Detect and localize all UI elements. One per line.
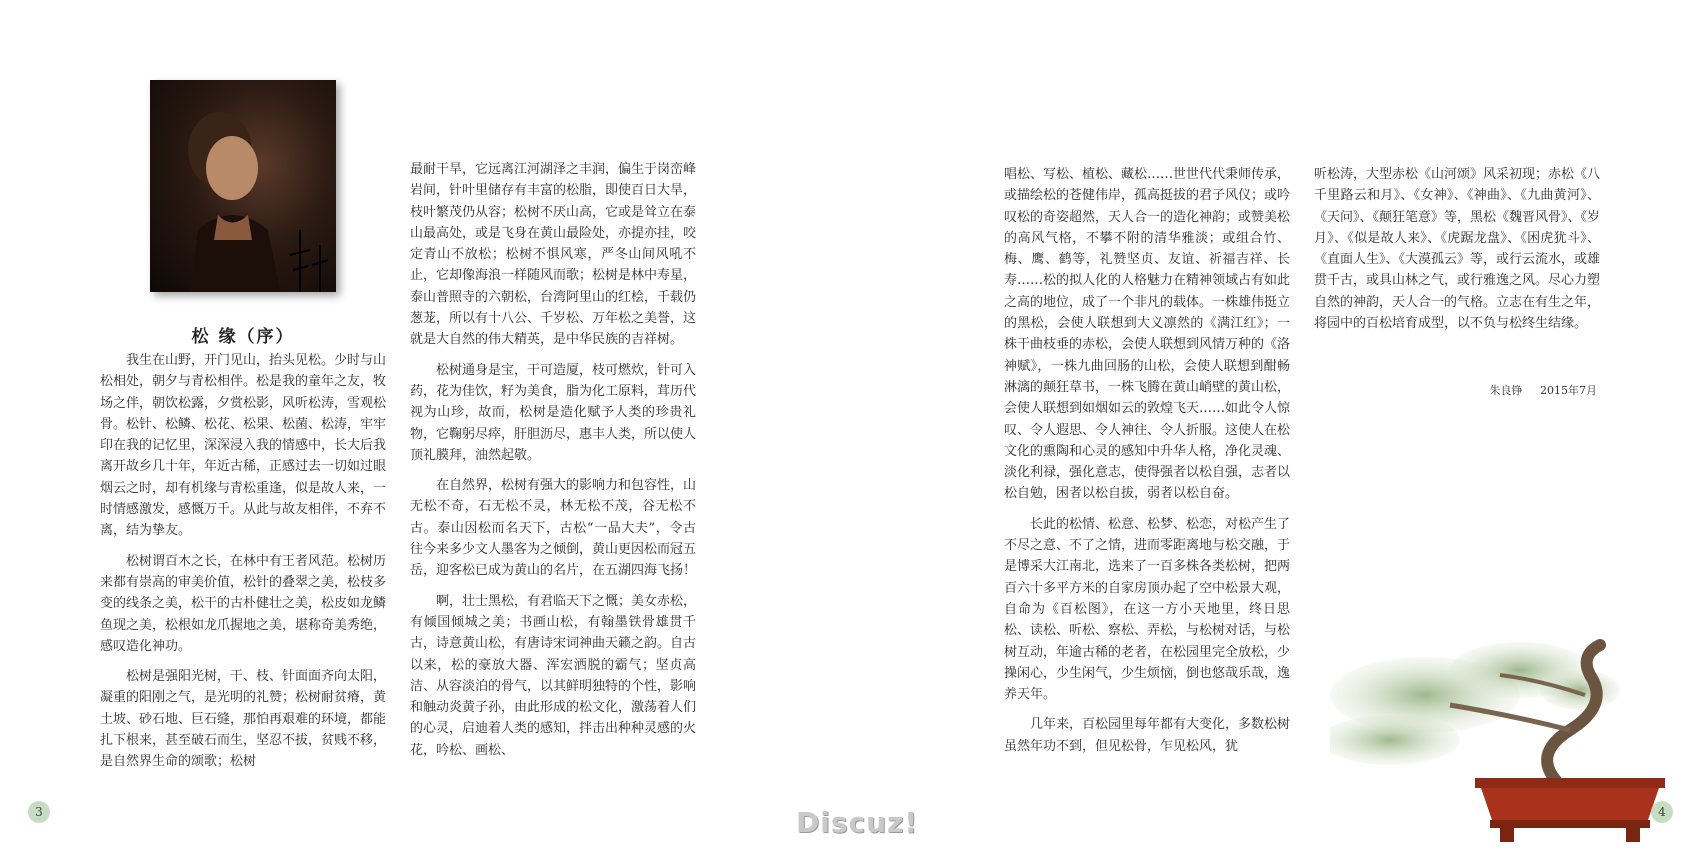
signature: [1314, 382, 1597, 398]
text-column-3: [1004, 164, 1290, 766]
paragraph: 松树谓百木之长，在林中有王者风范。松树历来都有崇高的审美价值，松针的叠翠之美，松枝多变的线条之美，松干的古朴健壮之美，松皮如龙鳞鱼现之美，松根如龙爪握地之美，堪称奇美秀绝，感叹造化神功。: [100, 553, 387, 654]
page-number-right: 4: [1651, 801, 1673, 823]
page-number-left: 3: [28, 801, 50, 823]
signature-name: 朱良铮: [1489, 384, 1523, 397]
portrait-illustration: [150, 80, 336, 292]
paragraph: 长此的松情、松意、松梦、松恋，对松产生了不尽之意、不了之情，进而零距离地与松交融，于是博采大江南北，选来了一百多株各类松树，把两百六十多平方米的自家房顶办起了空中松景大观，自命为《百松图》，在这一方小天地里，终日思松、读松、听松、察松、弄松，与松树对话，与松树互动，年逾古稀的老者，在松园里完全放松，少操闲心，少生闲气，少生烦恼，倒也悠哉乐哉，逸养天年。: [1004, 516, 1291, 703]
paragraph: 松树通身是宝，干可造厦，枝可燃炊，针可入药，花为佳饮，籽为美食，脂为化工原料，茸历代视为山珍，故而，松树是造化赋予人类的珍贵礼物，它鞠躬尽瘁，肝胆沥尽，惠丰人类，所以使人顶礼膜拜，油然起敬。: [410, 362, 697, 463]
paragraph: 我生在山野，开门见山，抬头见松。少时与山松相处，朝夕与青松相伴。松是我的童年之友，牧场之伴，朝饮松露，夕赏松影，风听松涛，雪观松骨。松针、松鳞、松花、松果、松菌、松涛，牢牢印在我的记忆里，深深浸入我的情感中，长大后我离开故乡几十年，年近古稀，正感过去一切如过眼烟云之时，却有机缘与青松重逢，似是故人来，一时情感激发，感慨万千。从此与故友相伴，不弃不离，结为挚友。: [100, 353, 387, 539]
bonsai-pine-image: [1330, 635, 1690, 845]
preface-title: 松 缘（序）: [191, 327, 295, 347]
paragraph: 最耐干旱，它远离江河湖泽之丰润，偏生于岗峦峰岩间，针叶里储存有丰富的松脂，即使百日大旱，枝叶繁茂仍从容；松树不厌山高，它或是耸立在泰山最高处，或是飞身在黄山最险处，亦提亦挂，咬定青山不放松；松树不惧风寒，严冬山间风吼不止，它却像海浪一样随风而歌；松树是林中寿星，泰山普照寺的六朝松，台湾阿里山的红桧，千载仍葱茏，所以有十八公、千岁松、万年松之美誉，这就是大自然的伟大精英，是中华民族的吉祥树。: [410, 162, 697, 348]
text-column-1: [100, 350, 386, 782]
watermark: Discuz!: [796, 806, 919, 839]
paragraph: 唱松、写松、植松、藏松……世世代代秉师传承，或描绘松的苍健伟岸，孤高挺拔的君子风仪；或吟叹松的奇姿超然，天人合一的造化神韵；或赞美松的高风气格，不攀不附的清华雅淡；或组合竹、梅、鹰、鹤等，礼赞坚贞、友谊、祈福吉祥、长寿……松的拟人化的人格魅力在精神领域占有如此之高的地位，成了一个非凡的载体。一株雄伟挺立的黑松，会使人联想到大义凛然的《满江红》；一株干曲枝垂的赤松，会使人联想到风情万种的《洛神赋》，一株九曲回肠的山松，会使人联想到酣畅淋漓的颠狂草书，一株飞腾在黄山峭壁的黄山松，会使人联想到如烟如云的敦煌飞天……如此令人惊叹、令人遐思、令人神往、令人折服。这使人在松文化的熏陶和心灵的感知中升华人格，净化灵魂、淡化利禄，强化意志，使得强者以松自强，志者以松自勉，困者以松自拔，弱者以松自奋。: [1004, 167, 1291, 502]
left-page: [0, 0, 850, 851]
text-column-4: [1314, 164, 1600, 343]
paragraph: 啊，壮士黑松，有君临天下之慨；美女赤松，有倾国倾城之美；书画山松，有翰墨铁骨雄贯千古，诗意黄山松，有唐诗宋词神曲天籁之韵。自古以来，松的豪放大器、浑宏洒脱的霸气；坚贞高洁、从容淡泊的骨气，以其鲜明独特的个性，影响和触动炎黄子孙，由此形成的松文化，激荡着人们的心灵，启迪着人类的感知，拌击出种种灵感的火花，吟松、画松、: [410, 593, 697, 758]
paragraph: 在自然界，松树有强大的影响力和包容性，山无松不奇，石无松不灵，林无松不茂，谷无松不古。泰山因松而名天下，古松“一品大夫”，令古往今来多少文人墨客为之倾倒，黄山更因松而冠五岳，迎客松已成为黄山的名片，在五湖四海飞扬！: [410, 478, 697, 579]
paragraph: 松树是强阳光树，干、枝、针面面齐向太阳，凝重的阳刚之气，是光明的礼赞；松树耐贫瘠，黄土坡、砂石地、巨石缝，那怕再艰难的环境，都能扎下根来，甚至破石而生，坚忍不拔，贫贱不移，是自然界生命的颂歌；松树: [100, 669, 387, 770]
signature-date: 2015年7月: [1540, 384, 1597, 397]
paragraph: 几年来，百松园里每年都有大变化，多数松树虽然年功不到，但见松骨，乍见松风，犹: [1004, 717, 1291, 754]
paragraph: 听松涛，大型赤松《山河颂》风采初现；赤松《八千里路云和月》、《女神》、《神曲》、《九曲黄河》、《天问》、《颠狂笔意》等，黑松《魏晋风骨》、《岁月》、《似是故人来》、《虎踞龙盘》、《困虎犹斗》、《直面人生》、《大漠孤云》等，或行云流水，或雄贯千古，或具山林之气，或行雅逸之风。尽心力塑自然的神韵，天人合一的气格。立志在有生之年，将园中的百松培育成型，以不负与松终生结缘。: [1314, 167, 1601, 332]
author-portrait-photo: [150, 80, 336, 292]
text-column-2: [410, 159, 696, 770]
